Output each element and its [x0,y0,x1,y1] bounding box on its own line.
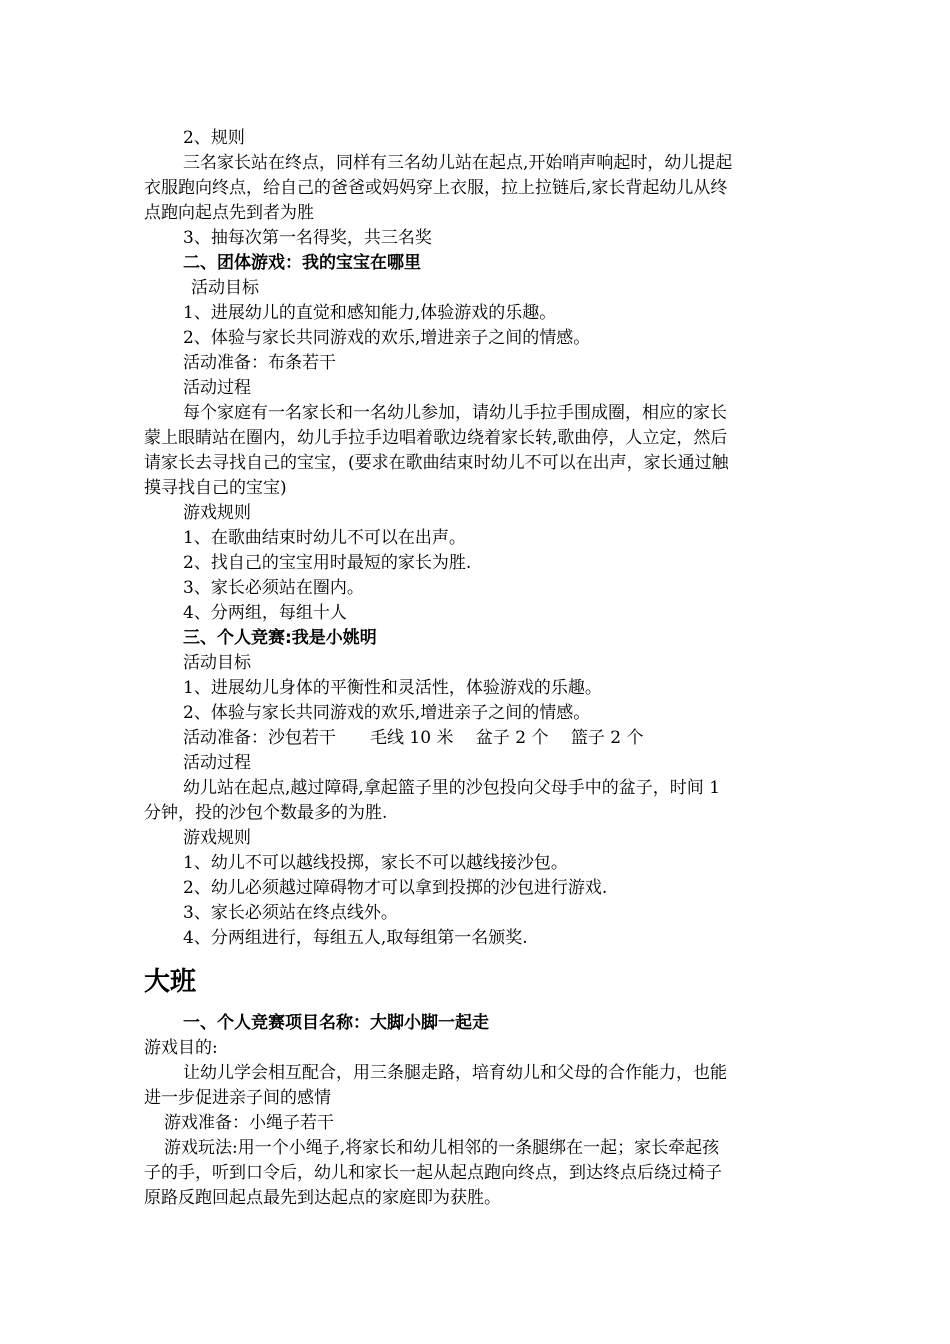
paragraph-line: 子的手，听到口令后，幼儿和家长一起从起点跑向终点，到达终点后绕过椅子 [144,1163,722,1183]
subheading: 活动过程 [183,378,251,398]
list-item: 2、找自己的宝宝用时最短的家长为胜. [183,553,472,573]
list-item: 1、在歌曲结束时幼儿不可以在出声。 [183,528,466,548]
list-item: 4、分两组，每组十人 [183,603,347,623]
section-heading: 二、团体游戏：我的宝宝在哪里 [183,253,421,273]
section-heading: 三、个人竞赛:我是小姚明 [183,628,377,648]
paragraph-line: 点跑向起点先到者为胜 [144,203,314,223]
paragraph-line: 活动准备：沙包若干 毛线 10 米 盆子 2 个 篮子 2 个 [183,728,644,748]
page-heading: 大班 [144,967,197,997]
paragraph-line: 游戏准备：小绳子若干 [164,1113,334,1133]
subheading: 游戏规则 [183,503,251,523]
paragraph-line: 分钟，投的沙包个数最多的为胜. [144,803,388,823]
list-item: 2、体验与家长共同游戏的欢乐,增进亲子之间的情感。 [183,328,591,348]
paragraph-line: 衣服跑向终点，给自己的爸爸或妈妈穿上衣服，拉上拉链后,家长背起幼儿从终 [144,178,728,198]
list-item: 2、体验与家长共同游戏的欢乐,增进亲子之间的情感。 [183,703,591,723]
paragraph-line: 3、抽每次第一名得奖，共三名奖 [183,228,432,248]
paragraph-line: 幼儿站在起点,越过障碍,拿起篮子里的沙包投向父母手中的盆子，时间 1 [183,778,721,798]
section-heading: 一、个人竞赛项目名称：大脚小脚一起走 [183,1013,489,1033]
paragraph-line: 蒙上眼睛站在圈内，幼儿手拉手边唱着歌边绕着家长转,歌曲停，人立定，然后 [144,428,728,448]
subheading: 游戏规则 [183,828,251,848]
paragraph-line: 进一步促进亲子间的感情 [144,1088,331,1108]
paragraph-line: 原路反跑回起点最先到达起点的家庭即为获胜。 [144,1188,501,1208]
list-item: 1、进展幼儿身体的平衡性和灵活性，体验游戏的乐趣。 [183,678,602,698]
paragraph-line: 每个家庭有一名家长和一名幼儿参加，请幼儿手拉手围成圈，相应的家长 [183,403,727,423]
subheading: 活动过程 [183,753,251,773]
rule-heading: 2、规则 [183,128,245,148]
list-item: 3、家长必须站在终点线外。 [183,903,398,923]
paragraph-line: 请家长去寻找自己的宝宝，(要求在歌曲结束时幼儿不可以在出声，家长通过触 [144,453,729,473]
list-item: 1、进展幼儿的直觉和感知能力,体验游戏的乐趣。 [183,303,557,323]
subheading: 游戏目的: [144,1038,218,1058]
list-item: 1、幼儿不可以越线投掷，家长不可以越线接沙包。 [183,853,568,873]
paragraph-line: 让幼儿学会相互配合，用三条腿走路，培育幼儿和父母的合作能力，也能 [183,1063,727,1083]
list-item: 3、家长必须站在圈内。 [183,578,364,598]
list-item: 2、幼儿必须越过障碍物才可以拿到投掷的沙包进行游戏. [183,878,608,898]
list-item: 4、分两组进行，每组五人,取每组第一名颁奖. [183,928,528,948]
paragraph-line: 游戏玩法:用一个小绳子,将家长和幼儿相邻的一条腿绑在一起；家长牵起孩 [164,1138,720,1158]
paragraph-line: 活动准备：布条若干 [183,353,336,373]
paragraph-line: 三名家长站在终点，同样有三名幼儿站在起点,开始哨声响起时，幼儿提起 [183,153,733,173]
subheading: 活动目标 [191,278,259,298]
subheading: 活动目标 [183,653,251,673]
paragraph-line: 摸寻找自己的宝宝) [144,478,287,498]
